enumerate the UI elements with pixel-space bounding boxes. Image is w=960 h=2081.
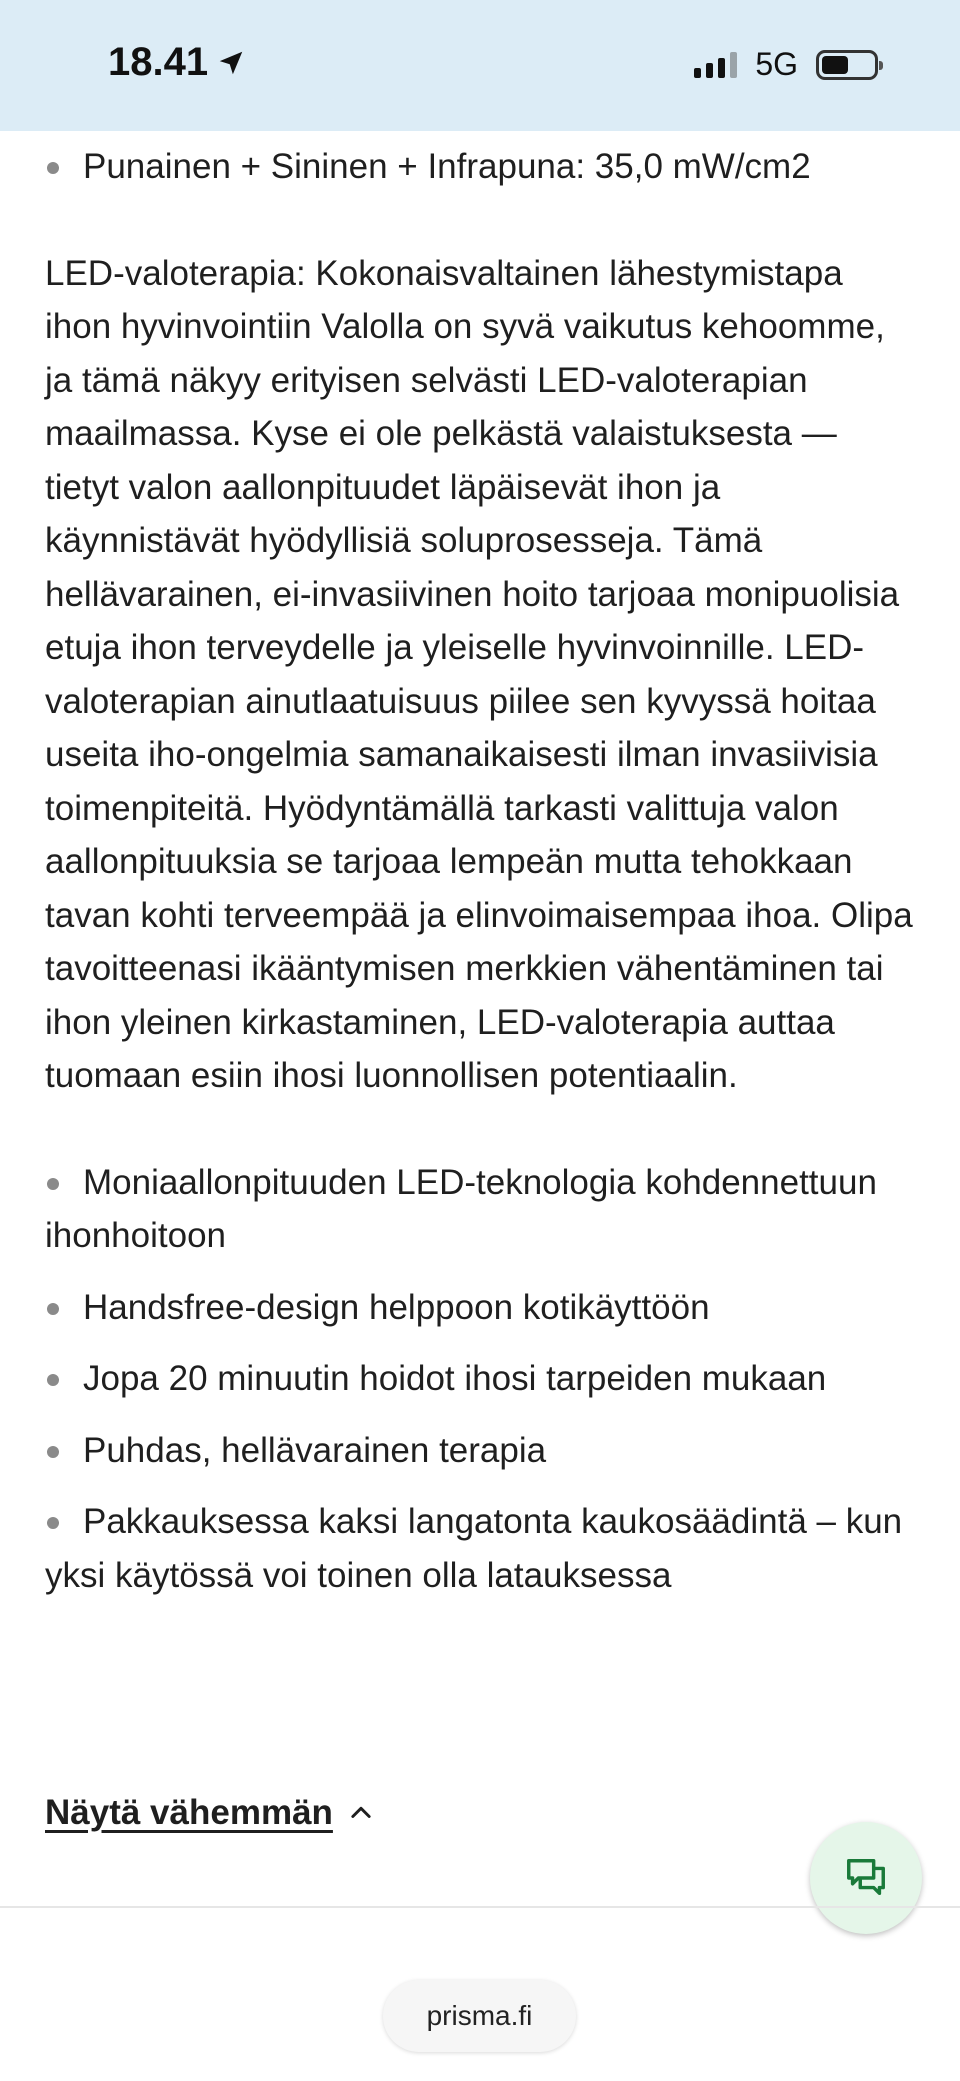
cellular-signal-icon	[694, 52, 737, 78]
chat-button[interactable]	[810, 1822, 922, 1934]
list-item: Punainen + Sininen + Infrapuna: 35,0 mW/cm2	[45, 140, 915, 194]
location-arrow-icon	[216, 48, 246, 78]
list-item: Handsfree-design helppoon kotikäyttöön	[45, 1281, 915, 1335]
chevron-up-icon	[347, 1799, 375, 1827]
list-item: Jopa 20 minuutin hoidot ihosi tarpeiden mukaan	[45, 1352, 915, 1406]
status-time-group	[108, 40, 246, 85]
list-item: Puhdas, hellävarainen terapia	[45, 1424, 915, 1478]
product-description	[45, 140, 915, 1620]
list-item: Pakkauksessa kaksi langatonta kaukosäädintä – kun yksi käytössä voi toinen olla latauksessa	[45, 1495, 915, 1602]
battery-icon	[816, 50, 878, 80]
url-text: prisma.fi	[426, 2000, 533, 2031]
chat-bubbles-icon	[843, 1855, 889, 1901]
network-type: 5G	[755, 46, 798, 82]
status-time: 18.41	[108, 40, 209, 84]
status-indicators	[694, 46, 878, 83]
browser-url-bar[interactable]	[383, 1980, 576, 2052]
description-paragraph: LED-valoterapia: Kokonaisvaltainen lähestymistapa ihon hyvinvointiin Valolla on syvä vaikutus kehoomme, ja tämä näkyy erityisen selvästi LED-valoterapian maailmassa. Kyse ei ole pelkästä valaistuksesta — tietyt valon aallonpituudet läpäisevät ihon ja käynnistävät hyödyllisiä soluprosesseja. Tämä hellävarainen, ei-invasiivinen hoito tarjoaa monipuolisia etuja ihon terveydelle ja yleiselle hyvinvoinnille. LED-valoterapian ainutlaatuisuus piilee sen kyvyssä hoitaa useita iho-ongelmia samanaikaisesti ilman invasiivisia toimenpiteitä. Hyödyntämällä tarkasti valittuja valon aallonpituuksia se tarjoaa lempeän mutta tehokkaan tavan kohti terveempää ja elinvoimaisempaa ihoa. Olipa tavoitteenasi ikääntymisen merkkien vähentäminen tai ihon yleinen kirkastaminen, LED-valoterapia auttaa tuomaan esiin ihosi luonnollisen potentiaalin.	[45, 253, 913, 1095]
list-item: Moniaallonpituuden LED-teknologia kohdennettuun ihonhoitoon	[45, 1156, 915, 1263]
divider	[0, 1906, 960, 1908]
show-less-button[interactable]	[45, 1793, 375, 1833]
status-bar	[0, 0, 960, 131]
show-less-label: Näytä vähemmän	[45, 1793, 333, 1832]
feature-list	[45, 1156, 915, 1603]
